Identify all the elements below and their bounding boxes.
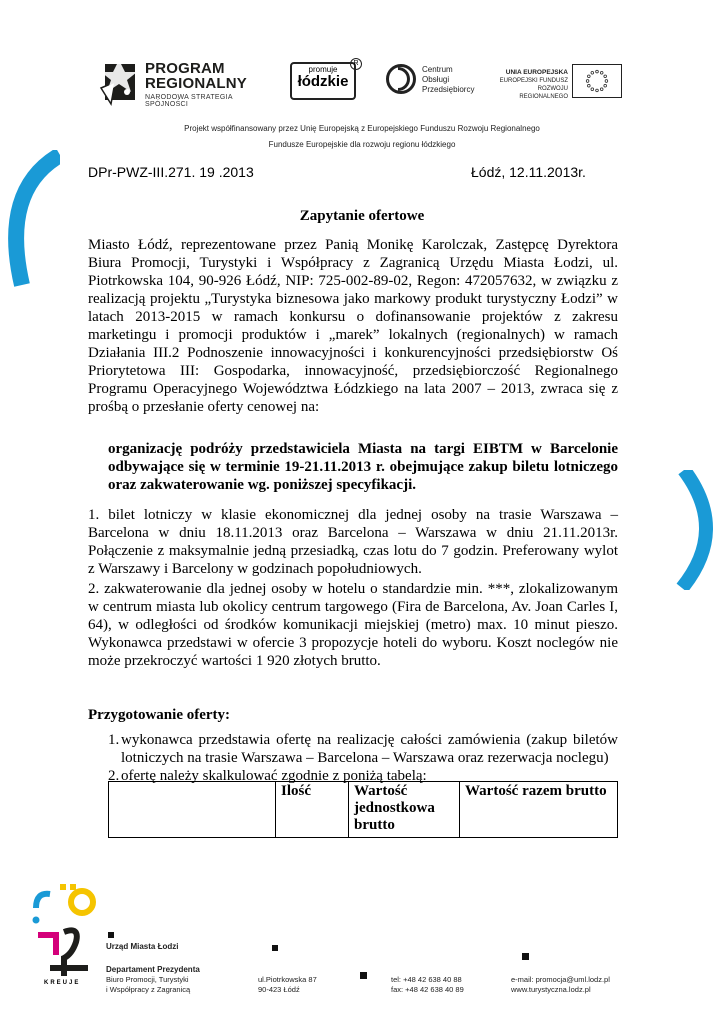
table-header-row <box>109 782 618 838</box>
fax-number: fax: +48 42 638 40 89 <box>391 985 464 994</box>
bullet-square-icon <box>522 953 529 960</box>
list-item <box>88 731 618 767</box>
place-date: Łódź, 12.11.2013r. <box>471 164 586 180</box>
department-name: Departament Prezydenta <box>106 965 200 974</box>
eu-flag-icon <box>572 64 622 98</box>
registered-mark-icon: R <box>350 58 362 70</box>
specification-item-1: 1. bilet lotniczy w klasie ekonomicznej dla jednej osoby na trasie Warszawa – Barcelona w dniu 18.11.2013 oraz Barcelona – Warszawa w dniu 21.11.2013r. Połączenie z maksymalnie jedną przesiadką, czas lotu do 7 godzin. Preferowany wylot z Warszawy i Barcelony w godzinach popołudniowych. <box>88 507 618 577</box>
list-item-text: wykonawca przedstawia ofertę na realizację całości zamówienia (zakup biletów lotniczych na trasie Warszawa – Barcelona – Warszawa oraz rezerwacja noclegu) <box>121 732 618 766</box>
department-sub-line2: i Współpracy z Zagranicą <box>106 985 191 994</box>
lodzkie-label: łódzkie <box>297 73 349 90</box>
list-item-text: ofertę należy skalkulować zgodnie z poniżą tabelą: <box>121 768 427 784</box>
eu-line3: ROZWOJU REGIONALNEGO <box>519 86 568 100</box>
phone-number: tel: +48 42 638 40 88 <box>391 975 462 984</box>
preparation-heading: Przygotowanie oferty: <box>88 707 231 723</box>
centrum-obslugi-logo <box>386 64 476 98</box>
table-header-cell: Ilość <box>276 782 349 838</box>
address-street: ul.Piotrkowska 87 <box>258 975 317 984</box>
address-city: 90-423 Łódź <box>258 985 300 994</box>
table-header-cell: Wartość jednostkowa brutto <box>349 782 460 838</box>
lodz-kreuje-logo <box>30 880 100 990</box>
program-title-line2: REGIONALNY <box>145 75 248 92</box>
specification-item-2: 2. zakwaterowanie dla jednej osoby w hotelu o standardzie min. ***, zlokalizowanym w centrum miasta lub okolicy centrum targowego (Fira de Barcelona, Av. Joan Carles I, 64), w odległości od środków komunikacji miejskiej (metro) max. 10 minut pieszo. Wykonawca przedstawi w ofercie 3 propozycje hoteli do wyboru. Koszt noclegów nie może przekroczyć wartości 1 920 złotych brutto. <box>88 581 618 669</box>
cofinancing-note: Projekt współfinansowany przez Unię Europejską z Europejskiego Funduszu Rozwoju Regionalnego <box>184 124 540 133</box>
table-header-cell: Wartość razem brutto <box>460 782 618 838</box>
list-item-number: 1. <box>108 732 120 748</box>
program-subtitle: NARODOWA STRATEGIA SPÓJNOŚCI <box>145 94 233 108</box>
website-address: www.turystyczna.lodz.pl <box>511 985 591 994</box>
price-table <box>108 781 618 838</box>
email-address: e-mail: promocja@uml.lodz.pl <box>511 975 610 984</box>
cop-line3: Przedsiębiorcy <box>422 85 475 94</box>
eu-line1: UNIA EUROPEJSKA <box>505 69 568 76</box>
bullet-square-icon <box>360 972 367 979</box>
promuje-lodzkie-logo <box>290 62 356 100</box>
program-regionalny-emblem-icon <box>97 58 141 108</box>
eu-logo <box>490 64 624 100</box>
program-regionalny-logo <box>97 58 275 110</box>
program-title-line1: PROGRAM <box>145 60 225 77</box>
decorative-arc-right <box>674 470 724 590</box>
case-reference: DPr-PWZ-III.271. 19 .2013 <box>88 164 254 180</box>
lodz-kreuje-emblem-icon <box>30 880 100 980</box>
bullet-square-icon <box>272 945 278 951</box>
table-header-cell <box>109 782 276 838</box>
promuje-label: promuje <box>308 65 338 74</box>
kreuje-caption: KREUJE <box>44 980 81 986</box>
list-item-number: 2. <box>108 768 120 784</box>
preparation-list <box>88 731 618 785</box>
eu-line2: EUROPEJSKI FUNDUSZ <box>499 78 568 84</box>
intro-paragraph: Miasto Łódź, reprezentowane przez Panią Monikę Karolczak, Zastępcę Dyrektora Biura Promocji, Turystyki i Współpracy z Zagranicą Urzędu Miasta Łodzi, ul. Piotrkowska 104, 90-926 Łódź, NIP: 725-002-89-02, Regon: 472057632, w związku z realizacją projektu „Turystyka biznesowa jako markowy produkt turystyczny Łodzi” w latach 2013-2015 w ramach konkursu o dofinansowanie projektów z zakresu marketingu i promocji produktów i „marek” lokalnych (regionalnych) w ramach Działania III.2 Podnoszenie innowacyjności i konkurencyjności przedsiębiorstw Oś Priorytetowa III: Gospodarka, innowacyjność, przedsiębiorczość Regionalnego Programu Operacyjnego Województwa Łódzkiego na lata 2007 – 2013, zwraca się z prośbą o przesłanie oferty cenowej na: <box>88 237 618 415</box>
cop-line2: Obsługi <box>422 75 450 84</box>
subject-paragraph: organizację podróży przedstawiciela Miasta na targi EIBTM w Barcelonie odbywające się w terminie 19-21.11.2013 r. obejmujące zakup biletu lotniczego oraz zakwaterowanie wg. poniższej specyfikacji. <box>108 441 618 493</box>
document-title: Zapytanie ofertowe <box>299 208 425 224</box>
funds-note: Fundusze Europejskie dla rozwoju regionu łódzkiego <box>268 140 456 149</box>
bullet-square-icon <box>108 932 114 938</box>
office-name: Urząd Miasta Łodzi <box>106 942 179 951</box>
department-sub-line1: Biuro Promocji, Turystyki <box>106 975 189 984</box>
cop-line1: Centrum <box>422 65 453 74</box>
